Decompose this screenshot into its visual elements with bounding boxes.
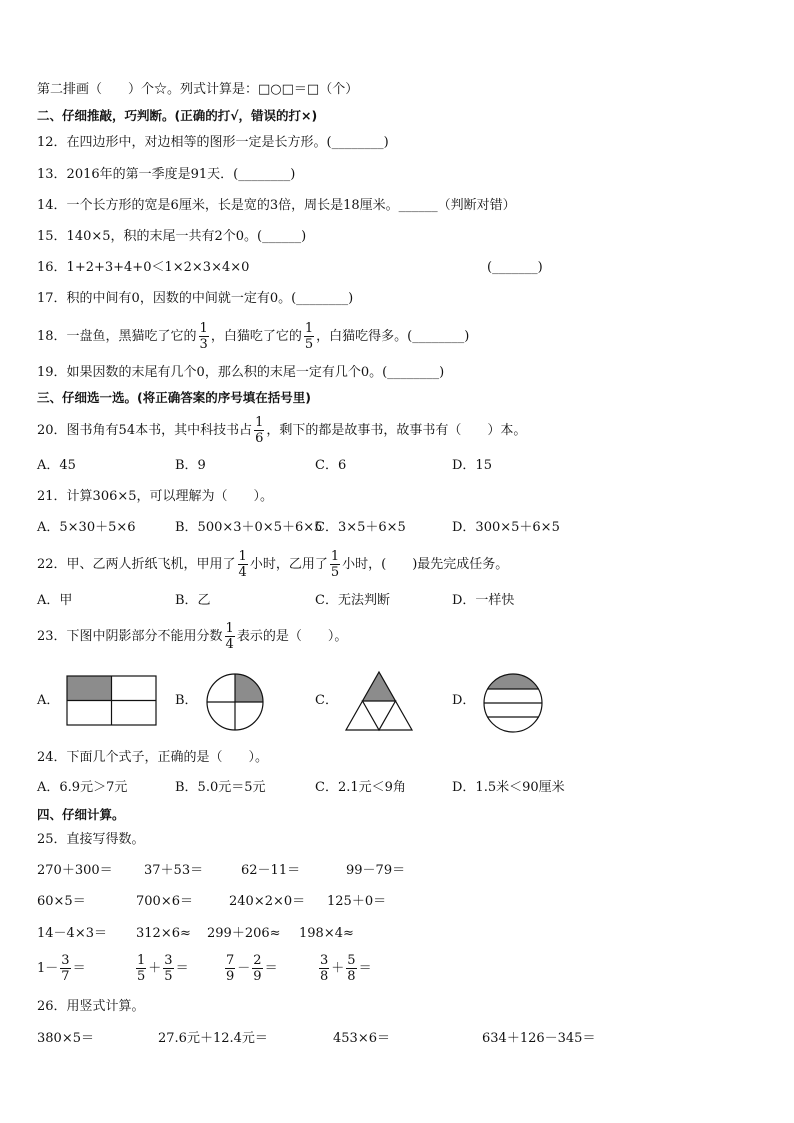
fraction: $\frac{1}{4}$ <box>238 549 247 580</box>
q23-figure-d-striped-circle <box>482 672 544 734</box>
q23-option-d-label[interactable]: D． <box>452 693 476 708</box>
fraction: $\frac{1}{5}$ <box>304 321 314 352</box>
q22-option-b[interactable]: B．乙 <box>175 593 211 608</box>
q25-item: 270＋300＝ <box>37 863 113 878</box>
question-16: 16．1+2+3+4+0＜1×2×3×4×0 <box>37 260 250 275</box>
q22-option-c[interactable]: C．无法判断 <box>315 593 390 608</box>
q25-item: 62－11＝ <box>241 863 301 878</box>
q23-option-a-label[interactable]: A． <box>37 693 60 708</box>
fraction: $\frac{1}{4}$ <box>225 621 234 652</box>
q24-option-b[interactable]: B．5.0元＝5元 <box>175 780 266 795</box>
question-19: 19．如果因数的末尾有几个0，那么积的末尾一定有几个0。(________) <box>37 365 445 380</box>
q21-option-b[interactable]: B．500×3＋0×5＋6×5 <box>175 520 323 535</box>
question-26-title: 26．用竖式计算。 <box>37 999 145 1014</box>
shaded-quarter <box>363 672 396 701</box>
q25-item: 312×6≈ <box>136 926 191 941</box>
q23-option-b-label[interactable]: B． <box>175 693 198 708</box>
q26-item: 380×5＝ <box>37 1031 94 1046</box>
q25-item: 125＋0＝ <box>327 894 387 909</box>
question-24: 24．下面几个式子，正确的是（ ）。 <box>37 750 269 765</box>
fraction: $\frac{1}{3}$ <box>199 321 208 352</box>
q24-option-c[interactable]: C．2.1元＜9角 <box>315 780 406 795</box>
q25-item: 14－4×3＝ <box>37 926 107 941</box>
q24-option-d[interactable]: D．1.5米＜90厘米 <box>452 780 565 795</box>
question-16-blank[interactable]: (_______) <box>487 260 543 275</box>
q26-item: 634＋126－345＝ <box>482 1031 596 1046</box>
q23-figure-a-rectangle <box>66 675 158 727</box>
shaded-quarter <box>67 676 111 700</box>
question-25-title: 25．直接写得数。 <box>37 832 145 847</box>
q20-option-d[interactable]: D．15 <box>452 458 492 473</box>
q21-option-d[interactable]: D．300×5＋6×5 <box>452 520 560 535</box>
question-23: 23．下图中阴影部分不能用分数 $\frac{1}{4}$ 表示的是（ ）。 <box>37 621 348 652</box>
question-13: 13．2016年的第一季度是91天．(________) <box>37 167 296 182</box>
question-22: 22．甲、乙两人折纸飞机，甲用了 $\frac{1}{4}$ 小时，乙用了 $\frac{1}{5}$ 小时，( )最先完成任务。 <box>37 549 509 580</box>
q20-option-b[interactable]: B．9 <box>175 458 206 473</box>
question-21: 21．计算306×5，可以理解为（ ）。 <box>37 489 274 504</box>
q25-item: 299＋206≈ <box>207 926 281 941</box>
section-2-title: 二、仔细推敲，巧判断。(正确的打√，错误的打×) <box>37 108 318 123</box>
q20-option-a[interactable]: A．45 <box>37 458 76 473</box>
question-14: 14．一个长方形的宽是6厘米，长是宽的3倍，周长是18厘米。______（判断对错） <box>37 198 516 213</box>
fraction: $\frac{1}{5}$ <box>330 549 340 580</box>
q26-item: 453×6＝ <box>333 1031 390 1046</box>
q25-fraction-item: 1－ $\frac{3}{7}$ ＝ <box>37 953 86 984</box>
question-12: 12．在四边形中，对边相等的图形一定是长方形。(________) <box>37 135 389 150</box>
top-line: 第二排画（ ）个☆。列式计算是：□○□＝□（个） <box>37 82 359 97</box>
q22-option-a[interactable]: A．甲 <box>37 593 73 608</box>
question-18: 18．一盘鱼，黑猫吃了它的 $\frac{1}{3}$ ，白猫吃了它的 $\frac{1}{5}$ ，白猫吃得多。(________) <box>37 321 470 352</box>
section-3-title: 三、仔细选一选。(将正确答案的序号填在括号里) <box>37 390 311 405</box>
q25-item: 198×4≈ <box>299 926 354 941</box>
question-17: 17．积的中间有0，因数的中间就一定有0。(________) <box>37 291 354 306</box>
q25-item: 700×6＝ <box>136 894 193 909</box>
q22-option-d[interactable]: D．一样快 <box>452 593 515 608</box>
q25-fraction-item: $\frac{3}{8}$ ＋ $\frac{5}{8}$ ＝ <box>320 953 372 984</box>
section-4-title: 四、仔细计算。 <box>37 807 125 822</box>
q21-option-c[interactable]: C．3×5＋6×5 <box>315 520 406 535</box>
question-20: 20．图书角有54本书，其中科技书占 $\frac{1}{6}$ ，剩下的都是故事书，故事书有（ ）本。 <box>37 415 527 446</box>
q25-item: 240×2×0＝ <box>229 894 306 909</box>
q25-fraction-item: $\frac{7}{9}$ － $\frac{2}{9}$ ＝ <box>226 953 278 984</box>
question-15: 15．140×5，积的末尾一共有2个0。(______) <box>37 229 307 244</box>
fraction: $\frac{1}{6}$ <box>255 415 264 446</box>
q26-item: 27.6元＋12.4元＝ <box>158 1031 268 1046</box>
q23-figure-b-circle <box>205 672 265 732</box>
q23-figure-c-triangle <box>344 670 414 732</box>
q23-option-c-label[interactable]: C． <box>315 693 338 708</box>
q24-option-a[interactable]: A．6.9元＞7元 <box>37 780 128 795</box>
q21-option-a[interactable]: A．5×30＋5×6 <box>37 520 136 535</box>
q25-item: 99－79＝ <box>346 863 406 878</box>
q25-fraction-item: $\frac{1}{5}$ ＋ $\frac{3}{5}$ ＝ <box>137 953 189 984</box>
q20-option-c[interactable]: C．6 <box>315 458 347 473</box>
q25-item: 37＋53＝ <box>144 863 204 878</box>
q25-item: 60×5＝ <box>37 894 86 909</box>
